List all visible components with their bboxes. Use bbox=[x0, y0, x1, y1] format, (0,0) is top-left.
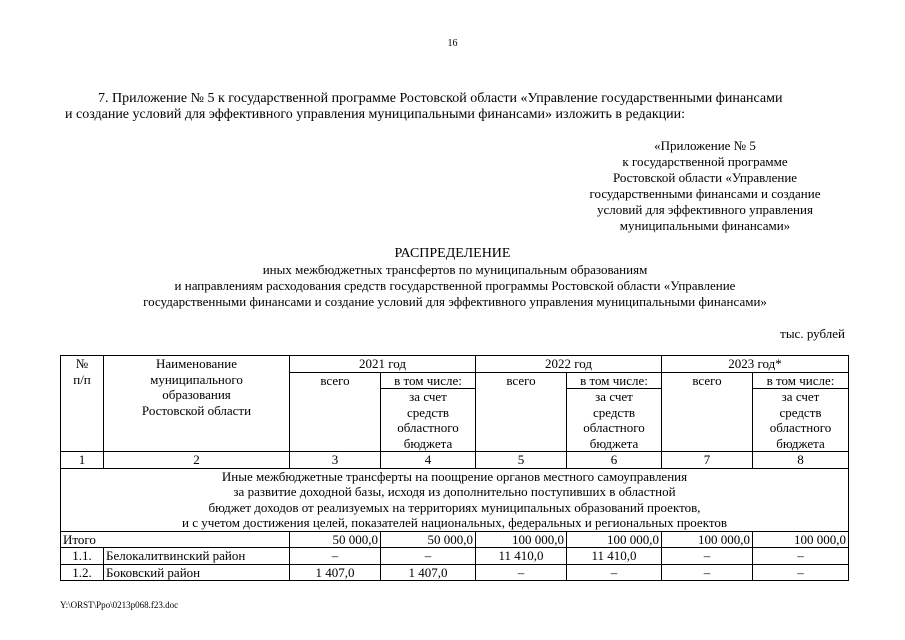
appendix-line: к государственной программе bbox=[622, 154, 788, 169]
header-text: бюджета bbox=[589, 435, 639, 451]
row-value: – bbox=[662, 548, 753, 565]
appendix-heading bbox=[560, 138, 850, 234]
header-text: образования bbox=[162, 387, 231, 402]
column-number: 1 bbox=[61, 452, 104, 469]
row-value: 50 000,0 bbox=[290, 531, 381, 548]
header-text: Ростовской области bbox=[141, 402, 252, 418]
section-line: и с учетом достижения целей, показателей национальных, федеральных и региональных проектов bbox=[182, 515, 727, 530]
table-row bbox=[61, 531, 849, 548]
header-total: всего bbox=[476, 372, 567, 452]
distribution-table bbox=[60, 355, 849, 581]
row-value: – bbox=[290, 548, 381, 565]
row-num: 1.2. bbox=[61, 564, 104, 581]
intro-line: 7. Приложение № 5 к государственной программе Ростовской области «Управление государственными финансами bbox=[98, 91, 783, 106]
header-text: в том числе: bbox=[567, 373, 661, 390]
row-value: – bbox=[662, 564, 753, 581]
intro-paragraph bbox=[65, 91, 850, 123]
header-text: за счет bbox=[781, 389, 820, 404]
column-number: 7 bbox=[662, 452, 753, 469]
column-number: 2 bbox=[104, 452, 290, 469]
column-number: 3 bbox=[290, 452, 381, 469]
page-number: 16 bbox=[447, 38, 458, 49]
header-text: бюджета bbox=[776, 435, 825, 451]
header-text: Наименование bbox=[156, 356, 237, 371]
header-incl bbox=[753, 372, 849, 452]
appendix-line: муниципальными финансами» bbox=[619, 218, 791, 233]
header-text: бюджета bbox=[403, 435, 453, 451]
header-year: 2022 год bbox=[476, 356, 662, 373]
column-number: 6 bbox=[567, 452, 662, 469]
header-text: областного bbox=[583, 420, 645, 435]
section-line: за развитие доходной базы, исходя из дополнительно поступивших в областной bbox=[233, 484, 676, 499]
row-value: 100 000,0 bbox=[567, 531, 662, 548]
subtitle-line: и направлениям расходования средств государственной программы Ростовской области «Управление bbox=[174, 278, 736, 293]
header-text: муниципального bbox=[150, 371, 243, 387]
header-incl bbox=[567, 372, 662, 452]
header-text: средств bbox=[779, 404, 822, 420]
row-value: 1 407,0 bbox=[381, 564, 476, 581]
row-name: Белокалитвинский район bbox=[104, 548, 290, 565]
table-row bbox=[61, 548, 849, 565]
row-value: 11 410,0 bbox=[567, 548, 662, 565]
table-row bbox=[61, 564, 849, 581]
row-value: 11 410,0 bbox=[476, 548, 567, 565]
row-value: 50 000,0 bbox=[381, 531, 476, 548]
header-text: № bbox=[75, 356, 89, 371]
header-year: 2023 год* bbox=[662, 356, 849, 373]
header-text: областного bbox=[769, 420, 832, 435]
file-path-footer: Y:\ORST\Ppo\0213p068.f23.doc bbox=[60, 600, 179, 610]
column-number: 8 bbox=[753, 452, 849, 469]
row-num: 1.1. bbox=[61, 548, 104, 565]
appendix-line: Ростовской области «Управление bbox=[612, 170, 798, 185]
row-name: Итого bbox=[61, 531, 290, 548]
appendix-line: условий для эффективного управления bbox=[597, 202, 813, 217]
header-incl bbox=[381, 372, 476, 452]
header-text: в том числе: bbox=[753, 373, 848, 390]
row-value: 1 407,0 bbox=[290, 564, 381, 581]
appendix-line: государственными финансами и создание bbox=[589, 186, 821, 201]
header-year: 2021 год bbox=[290, 356, 476, 373]
subtitle-line: иных межбюджетных трансфертов по муниципальным образованиям bbox=[262, 262, 648, 277]
subtitle-line: государственными финансами и создание условий для эффективного управления муниципальными финансами» bbox=[143, 294, 767, 309]
header-num bbox=[61, 356, 104, 452]
column-number-row bbox=[61, 452, 849, 469]
section-line: Иные межбюджетные трансферты на поощрение органов местного самоуправления bbox=[221, 468, 688, 484]
header-total: всего bbox=[662, 372, 753, 452]
header-text: областного bbox=[397, 420, 459, 435]
header-text: средств bbox=[406, 404, 450, 420]
section-line: бюджет доходов от реализуемых на территориях муниципальных образований проектов, bbox=[208, 499, 701, 515]
header-text: за счет bbox=[409, 389, 447, 404]
column-number: 4 bbox=[381, 452, 476, 469]
intro-line: и создание условий для эффективного управления муниципальными финансами» изложить в редакции: bbox=[65, 107, 686, 122]
section-row bbox=[61, 468, 849, 531]
distribution-title: РАСПРЕДЕЛЕНИЕ bbox=[394, 246, 511, 261]
row-value: – bbox=[567, 564, 662, 581]
header-row bbox=[61, 356, 849, 373]
row-value: – bbox=[381, 548, 476, 565]
section-heading bbox=[61, 468, 849, 531]
row-value: – bbox=[476, 564, 567, 581]
row-value: – bbox=[753, 564, 849, 581]
appendix-line: «Приложение № 5 bbox=[654, 138, 756, 153]
header-text: средств bbox=[592, 404, 636, 420]
row-value: 100 000,0 bbox=[662, 531, 753, 548]
units-label: тыс. рублей bbox=[780, 326, 845, 341]
header-total: всего bbox=[290, 372, 381, 452]
header-name bbox=[104, 356, 290, 452]
column-number: 5 bbox=[476, 452, 567, 469]
row-value: 100 000,0 bbox=[476, 531, 567, 548]
row-value: 100 000,0 bbox=[753, 531, 849, 548]
header-text: в том числе: bbox=[381, 373, 475, 390]
distribution-subtitle bbox=[60, 262, 850, 310]
row-name: Боковский район bbox=[104, 564, 290, 581]
row-value: – bbox=[753, 548, 849, 565]
header-text: п/п bbox=[73, 371, 91, 387]
header-text: за счет bbox=[595, 389, 633, 404]
